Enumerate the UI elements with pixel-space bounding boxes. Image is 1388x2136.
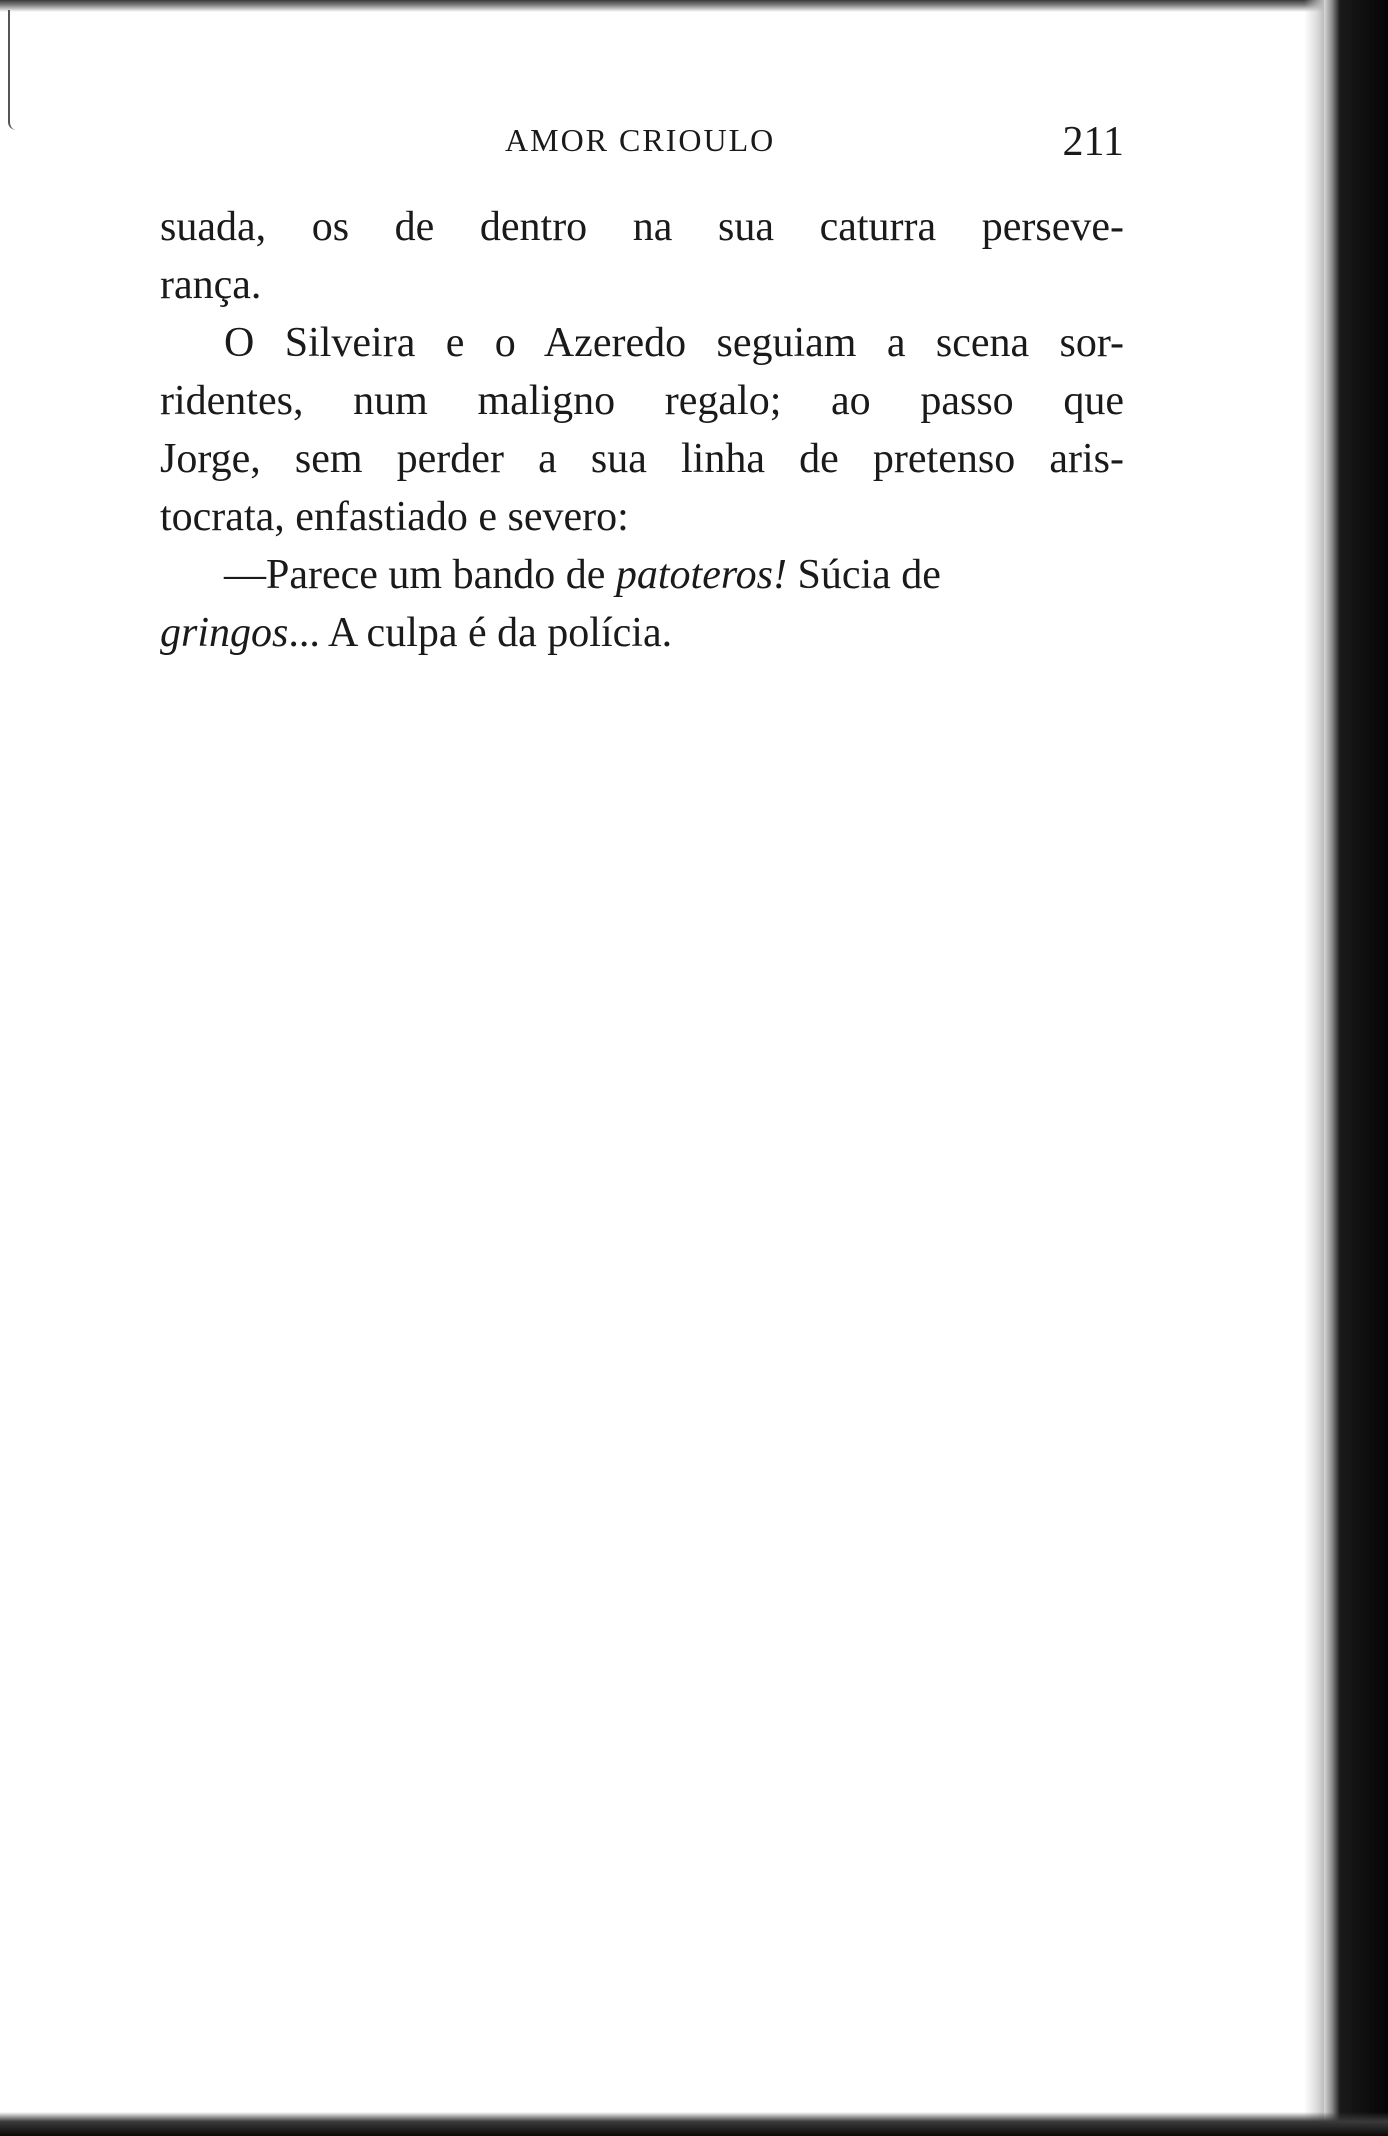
page-fold-shadow [1304,0,1324,2136]
running-title: AMOR CRIOULO [505,122,776,158]
text-line: O Silveira e o Azeredo seguiam a scena sor- [224,320,1124,366]
scan-left-edge-mark [8,10,16,130]
italic-word: patoteros! [615,552,787,598]
text-line [160,604,1124,662]
dialogue-text: Súcia de [786,552,941,598]
paragraph-1 [160,198,1124,314]
scan-bottom-edge [0,2112,1388,2136]
text-line: suada, os de dentro na sua caturra perseve- [160,204,1124,250]
dialogue-text: ... A culpa é da polícia. [288,610,673,656]
page-header [160,118,1124,168]
italic-word: gringos [160,610,289,656]
book-binding-edge [1324,0,1388,2136]
dialogue-text: —Parece um bando de [224,552,616,598]
text-line: Jorge, sem perder a sua linha de pretenso aris- [160,436,1124,482]
page-body [160,198,1124,662]
text-line: rança. [160,262,262,308]
paragraph-3 [160,546,1124,662]
paragraph-2 [160,314,1124,546]
text-line: tocrata, enfastiado e severo: [160,494,629,540]
scan-top-edge [0,0,1340,12]
text-line [160,546,1124,604]
page-number: 211 [1062,119,1124,165]
text-line: ridentes, num maligno regalo; ao passo que [160,378,1124,424]
